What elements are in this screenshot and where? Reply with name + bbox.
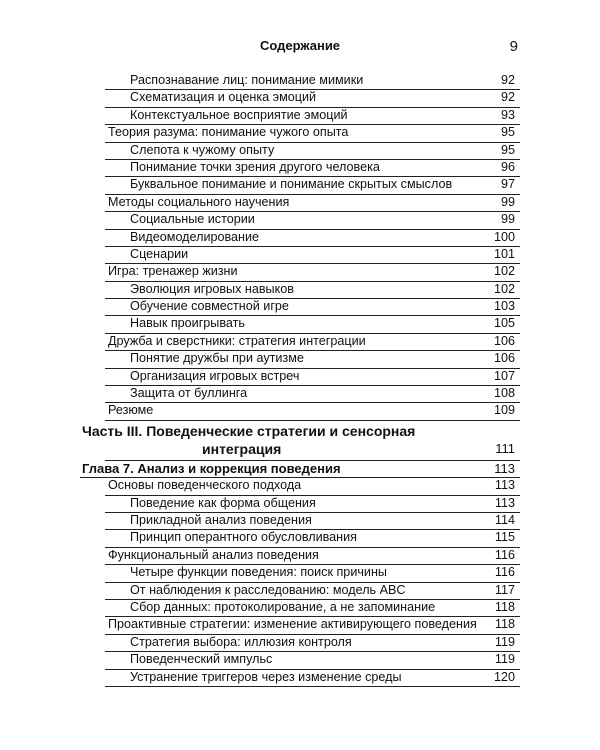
toc-entry-title: Схематизация и оценка эмоций: [130, 90, 317, 105]
toc-subsection-entry: [0, 107, 600, 124]
toc-entry-page: 92: [500, 73, 515, 87]
toc-entry-page: 111: [495, 440, 515, 456]
toc-subsection-entry: [0, 229, 600, 246]
toc-entry-page: 99: [500, 212, 515, 227]
toc-entry-page: 120: [493, 669, 515, 684]
header-page-number: 9: [509, 38, 518, 55]
toc-entry-title: Навык проигрывать: [130, 316, 245, 331]
toc-entry-page: 100: [493, 229, 515, 244]
toc-chapter-entry: [0, 460, 600, 477]
toc-entry-title: Распознавание лиц: понимание мимики: [130, 73, 364, 87]
toc-part-entry: [0, 420, 600, 460]
toc-entry-title-line1: Часть III. Поведенческие стратегии и сенсорная: [82, 422, 416, 439]
toc-entry-title: Принцип оперантного обусловливания: [130, 530, 357, 545]
toc-entry-page: 106: [493, 333, 515, 348]
toc-subsection-entry: [0, 159, 600, 176]
toc-entry-title: Социальные истории: [130, 212, 255, 227]
toc-entry-page: 118: [494, 617, 515, 632]
toc-entry-title: Понимание точки зрения другого человека: [130, 159, 380, 174]
toc-entry-title: Устранение триггеров через изменение среды: [130, 669, 402, 684]
toc-entry-title: Слепота к чужому опыту: [130, 142, 275, 157]
toc-subsection-entry: [0, 142, 600, 159]
toc-entry-title: Обучение совместной игре: [130, 299, 289, 314]
toc-subsection-entry: [0, 385, 600, 402]
toc-subsection-entry: [0, 350, 600, 367]
toc-entry-page: 93: [500, 107, 515, 122]
toc-entry-title: Основы поведенческого подхода: [108, 478, 302, 493]
toc-subsection-entry: [0, 89, 600, 106]
toc-entry-title: Четыре функции поведения: поиск причины: [130, 565, 387, 580]
toc-entry-page: 119: [494, 652, 515, 667]
toc-subsection-entry: [0, 495, 600, 512]
toc-entry-title: Глава 7. Анализ и коррекция поведения: [82, 460, 341, 476]
toc-entry-page: 113: [494, 478, 515, 493]
toc-entry-page: 107: [493, 368, 515, 383]
table-of-contents: [0, 72, 600, 686]
toc-entry-title: Сбор данных: протоколирование, а не запоминание: [130, 599, 436, 614]
toc-entry-page: 116: [494, 547, 515, 562]
toc-section-entry: [0, 124, 600, 141]
toc-subsection-entry: [0, 298, 600, 315]
running-header: [0, 38, 600, 58]
toc-entry-page: 113: [494, 460, 515, 476]
toc-section-entry: [0, 263, 600, 280]
toc-entry-title: Видеомоделирование: [130, 229, 260, 244]
toc-entry-page: 102: [493, 264, 515, 279]
toc-entry-title: [82, 422, 415, 458]
toc-rule: [105, 686, 520, 687]
toc-section-entry: [0, 547, 600, 564]
toc-entry-page: 115: [494, 530, 515, 545]
toc-entry-title: Методы социального научения: [108, 194, 290, 209]
toc-entry-title: От наблюдения к расследованию: модель ABC: [130, 582, 406, 597]
toc-subsection-entry: [0, 529, 600, 546]
toc-entry-page: 113: [494, 495, 515, 510]
toc-entry-title: Теория разума: понимание чужого опыта: [108, 125, 349, 140]
toc-entry-page: 95: [500, 142, 515, 157]
toc-entry-page: 102: [493, 281, 515, 296]
toc-section-entry: [0, 194, 600, 211]
toc-subsection-entry: [0, 634, 600, 651]
toc-entry-page: 96: [500, 159, 515, 174]
toc-subsection-entry: [0, 246, 600, 263]
toc-subsection-entry: [0, 368, 600, 385]
toc-entry-title: Дружба и сверстники: стратегия интеграции: [108, 333, 366, 348]
toc-entry-page: 118: [494, 599, 515, 614]
toc-entry-title: Игра: тренажер жизни: [108, 264, 238, 279]
toc-entry-page: 97: [500, 177, 515, 192]
toc-entry-page: 119: [494, 634, 515, 649]
toc-entry-title: Защита от буллинга: [130, 386, 248, 401]
toc-entry-page: 99: [500, 194, 515, 209]
toc-section-entry: [0, 616, 600, 633]
toc-entry-page: 106: [493, 351, 515, 366]
toc-entry-page: 101: [493, 246, 515, 261]
toc-entry-title: Контекстуальное восприятие эмоций: [130, 107, 348, 122]
toc-entry-title: Стратегия выбора: иллюзия контроля: [130, 634, 352, 649]
toc-entry-title: Поведение как форма общения: [130, 495, 316, 510]
toc-entry-title-line2: интеграция: [202, 440, 282, 457]
toc-entry-page: 109: [493, 403, 515, 418]
toc-entry-page: 95: [500, 125, 515, 140]
toc-entry-page: 114: [494, 512, 515, 527]
toc-entry-title: Эволюция игровых навыков: [130, 281, 294, 296]
toc-entry-title: Организация игровых встреч: [130, 368, 300, 383]
toc-subsection-entry: [0, 599, 600, 616]
toc-entry-page: 103: [493, 299, 515, 314]
toc-entry-title: Сценарии: [130, 246, 189, 261]
toc-subsection-entry: [0, 176, 600, 193]
toc-entry-page: 92: [500, 90, 515, 105]
toc-entry-title: Прикладной анализ поведения: [130, 512, 312, 527]
toc-entry-title: Буквальное понимание и понимание скрытых смыслов: [130, 177, 453, 192]
toc-subsection-entry: [0, 564, 600, 581]
toc-subsection-entry: [0, 512, 600, 529]
toc-entry-title: Функциональный анализ поведения: [108, 547, 319, 562]
toc-subsection-entry: [0, 582, 600, 599]
toc-entry-page: 105: [493, 316, 515, 331]
header-title: Содержание: [259, 38, 341, 53]
toc-subsection-entry: [0, 211, 600, 228]
toc-section-entry: [0, 333, 600, 350]
toc-entry-title: Поведенческий импульс: [130, 652, 273, 667]
toc-entry-title: Резюме: [108, 403, 154, 418]
toc-subsection-entry: [0, 651, 600, 668]
toc-subsection-entry: [0, 281, 600, 298]
toc-subsection-entry: [0, 315, 600, 332]
toc-subsection-entry: [0, 669, 600, 686]
toc-entry-title: Проактивные стратегии: изменение активирующего поведения: [108, 617, 477, 632]
toc-entry-page: 108: [493, 386, 515, 401]
toc-subsection-entry: [0, 72, 600, 89]
toc-section-entry: [0, 477, 600, 494]
toc-section-entry: [0, 402, 600, 419]
toc-entry-page: 117: [494, 582, 515, 597]
toc-entry-title: Понятие дружбы при аутизме: [130, 351, 304, 366]
toc-entry-page: 116: [494, 565, 515, 580]
